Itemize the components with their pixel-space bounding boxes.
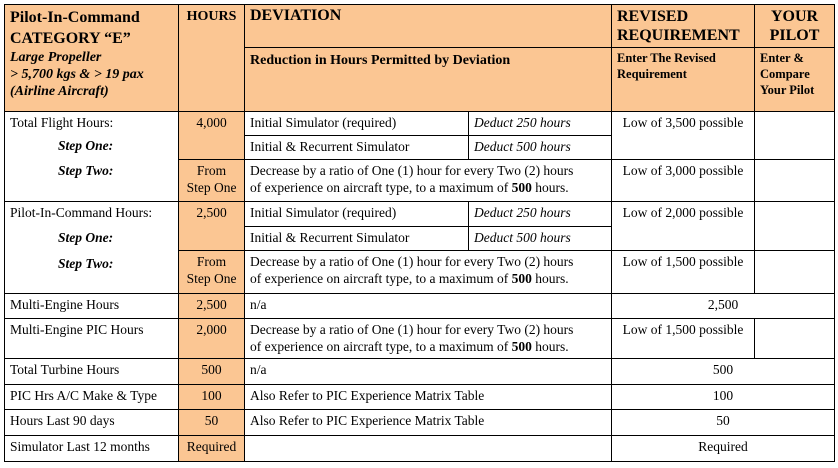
pic-deduct-500: Deduct 500 hours	[469, 227, 612, 251]
revised-subheader: Enter The Revised Requirement	[612, 48, 755, 112]
turbine-label: Total Turbine Hours	[5, 359, 179, 385]
total-flight-deduct-500: Deduct 500 hours	[469, 136, 612, 160]
last-90-revised: 50	[612, 410, 835, 436]
deviation-subheader: Reduction in Hours Permitted by Deviation	[245, 48, 612, 112]
total-flight-hours: 4,000	[179, 112, 245, 160]
pic-from-step-one: From Step One	[179, 251, 245, 294]
simulator-dev	[245, 436, 612, 462]
multi-engine-pic-label: Multi-Engine PIC Hours	[5, 319, 179, 359]
simulator-hours: Required	[179, 436, 245, 462]
multi-engine-dev: n/a	[245, 294, 612, 319]
category-sub-1: Large Propeller	[10, 50, 102, 65]
pic-your-pilot-2[interactable]	[755, 251, 835, 294]
pic-deduct-250: Deduct 250 hours	[469, 202, 612, 227]
category-title-line1: Pilot-In-Command	[10, 9, 140, 26]
total-flight-revised-1: Low of 3,500 possible	[612, 112, 755, 160]
total-flight-dev-initial: Initial Simulator (required)	[245, 112, 469, 136]
total-flight-label: Total Flight Hours: Step One: Step Two:	[5, 112, 179, 202]
multi-engine-pic-hours: 2,000	[179, 319, 245, 359]
pic-revised-2: Low of 1,500 possible	[612, 251, 755, 294]
total-flight-your-pilot-1[interactable]	[755, 112, 835, 160]
total-flight-revised-2: Low of 3,000 possible	[612, 160, 755, 202]
simulator-revised: Required	[612, 436, 835, 462]
total-flight-dev-ratio: Decrease by a ratio of One (1) hour for every Two (2) hours of experience on aircraft type, to a maximum of 500 hours.	[245, 160, 612, 202]
pic-make-type-dev: Also Refer to PIC Experience Matrix Table	[245, 385, 612, 410]
pic-your-pilot-1[interactable]	[755, 202, 835, 251]
category-sub-2: > 5,700 kgs & > 19 pax	[10, 67, 144, 82]
pic-make-type-label: PIC Hrs A/C Make & Type	[5, 385, 179, 410]
pic-requirements-table	[4, 4, 835, 462]
multi-engine-label: Multi-Engine Hours	[5, 294, 179, 319]
pic-make-type-hours: 100	[179, 385, 245, 410]
category-sub-3: (Airline Aircraft)	[10, 84, 109, 99]
your-pilot-subheader: Enter & Compare Your Pilot	[755, 48, 835, 112]
your-pilot-header: YOUR PILOT	[755, 5, 835, 48]
total-flight-your-pilot-2[interactable]	[755, 160, 835, 202]
last-90-label: Hours Last 90 days	[5, 410, 179, 436]
multi-engine-pic-dev: Decrease by a ratio of One (1) hour for every Two (2) hours of experience on aircraft type, to a maximum of 500 hours.	[245, 319, 612, 359]
multi-engine-revised: 2,500	[612, 294, 835, 319]
turbine-revised: 500	[612, 359, 835, 385]
total-flight-dev-recurrent: Initial & Recurrent Simulator	[245, 136, 469, 160]
revised-header: REVISED REQUIREMENT	[612, 5, 755, 48]
pic-revised-1: Low of 2,000 possible	[612, 202, 755, 251]
multi-engine-pic-your-pilot[interactable]	[755, 319, 835, 359]
pic-dev-ratio: Decrease by a ratio of One (1) hour for every Two (2) hours of experience on aircraft type, to a maximum of 500 hours.	[245, 251, 612, 294]
multi-engine-hours: 2,500	[179, 294, 245, 319]
simulator-label: Simulator Last 12 months	[5, 436, 179, 462]
pic-dev-initial: Initial Simulator (required)	[245, 202, 469, 227]
pic-hours: 2,500	[179, 202, 245, 251]
last-90-dev: Also Refer to PIC Experience Matrix Table	[245, 410, 612, 436]
category-header	[5, 5, 179, 112]
last-90-hours: 50	[179, 410, 245, 436]
pic-make-type-revised: 100	[612, 385, 835, 410]
turbine-hours: 500	[179, 359, 245, 385]
multi-engine-pic-revised: Low of 1,500 possible	[612, 319, 755, 359]
total-flight-from-step-one: From Step One	[179, 160, 245, 202]
pic-dev-recurrent: Initial & Recurrent Simulator	[245, 227, 469, 251]
total-flight-deduct-250: Deduct 250 hours	[469, 112, 612, 136]
deviation-header: DEVIATION	[245, 5, 612, 48]
turbine-dev: n/a	[245, 359, 612, 385]
category-title-line2: CATEGORY “E”	[10, 30, 131, 47]
hours-header: HOURS	[179, 5, 245, 112]
pic-label: Pilot-In-Command Hours: Step One: Step Two:	[5, 202, 179, 294]
